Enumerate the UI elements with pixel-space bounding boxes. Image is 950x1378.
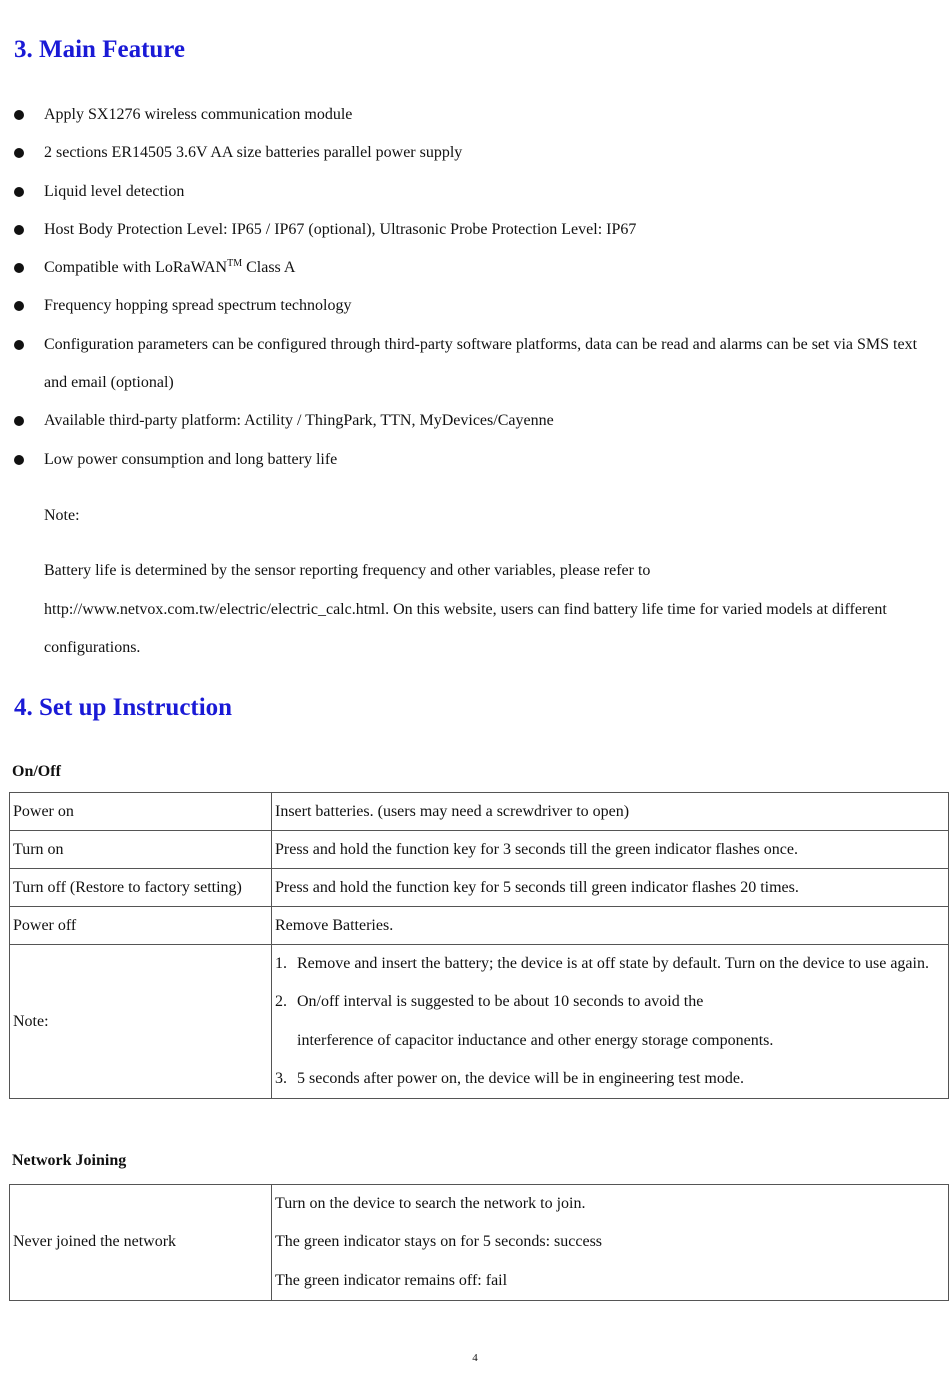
table-row — [10, 907, 949, 945]
feature-item: Frequency hopping spread spectrum technology — [0, 287, 950, 325]
feature-item: Host Body Protection Level: IP65 / IP67 (optional), Ultrasonic Probe Protection Level: IP67 — [0, 211, 950, 249]
feature-item: 2 sections ER14505 3.6V AA size batteries parallel power supply — [0, 134, 950, 172]
network-table — [9, 1184, 949, 1301]
bullet-icon — [14, 110, 24, 120]
line: Turn on the device to search the network to join. — [275, 1195, 586, 1212]
table-cell: Remove Batteries. — [272, 907, 949, 945]
onoff-label: On/Off — [12, 763, 61, 780]
network-joining-label: Network Joining — [12, 1152, 127, 1169]
table-cell: Turn off (Restore to factory setting) — [10, 869, 272, 907]
network-result-lines — [275, 1185, 945, 1300]
main-feature-list — [0, 96, 950, 479]
bullet-icon — [14, 301, 24, 311]
table-cell: Turn on — [10, 831, 272, 869]
section-3-title: 3. Main Feature — [14, 36, 186, 63]
battery-note — [44, 497, 924, 667]
feature-item: Available third-party platform: Actility / ThingPark, TTN, MyDevices/Cayenne — [0, 402, 950, 440]
bullet-icon — [14, 455, 24, 465]
note-text: Battery life is determined by the sensor reporting frequency and other variables, please refer to http://www.netvox.com.tw/electric/electric_calc.html. On this website, users can find battery life time for varied models at different configurations. — [44, 562, 887, 656]
page-number: 4 — [472, 1352, 478, 1364]
table-cell — [272, 1185, 949, 1301]
feature-item: Low power consumption and long battery life — [0, 441, 950, 479]
bullet-icon — [14, 225, 24, 235]
table-cell: Press and hold the function key for 3 seconds till the green indicator flashes once. — [272, 831, 949, 869]
feature-item: Liquid level detection — [0, 173, 950, 211]
line: The green indicator remains off: fail — [275, 1271, 508, 1289]
feature-item: Configuration parameters can be configured through third-party software platforms, data can be read and alarms can be set via SMS text and email (optional) — [0, 326, 950, 403]
table-cell — [272, 945, 949, 1099]
table-row — [10, 793, 949, 831]
onoff-notes-list — [275, 945, 945, 1098]
bullet-icon — [14, 263, 24, 273]
table-row — [10, 1185, 949, 1301]
table-cell: Power off — [10, 907, 272, 945]
feature-item: Compatible with LoRaWAN™ Class A — [0, 249, 950, 287]
note-label: Note: — [44, 507, 80, 524]
bullet-icon — [14, 340, 24, 350]
table-cell: Note: — [10, 945, 272, 1099]
list-item: 3. 5 seconds after power on, the device will be in engineering test mode. — [275, 1069, 744, 1087]
table-cell: Press and hold the function key for 5 seconds till green indicator flashes 20 times. — [272, 869, 949, 907]
onoff-table — [9, 792, 949, 1099]
list-item: interference of capacitor inductance and other energy storage components. — [297, 1031, 774, 1049]
bullet-icon — [14, 187, 24, 197]
bullet-icon — [14, 416, 24, 426]
table-row — [10, 945, 949, 1099]
table-cell: Insert batteries. (users may need a screwdriver to open) — [272, 793, 949, 831]
section-4-title: 4. Set up Instruction — [14, 694, 233, 721]
table-cell: Never joined the network — [10, 1185, 272, 1301]
list-item: 1. Remove and insert the battery; the device is at off state by default. Turn on the device to use again. — [275, 955, 929, 972]
table-row — [10, 869, 949, 907]
bullet-icon — [14, 148, 24, 158]
table-row — [10, 831, 949, 869]
list-item: 2. On/off interval is suggested to be about 10 seconds to avoid the — [275, 993, 704, 1011]
line: The green indicator stays on for 5 seconds: success — [275, 1233, 603, 1251]
table-cell: Power on — [10, 793, 272, 831]
feature-item: Apply SX1276 wireless communication module — [0, 96, 950, 134]
